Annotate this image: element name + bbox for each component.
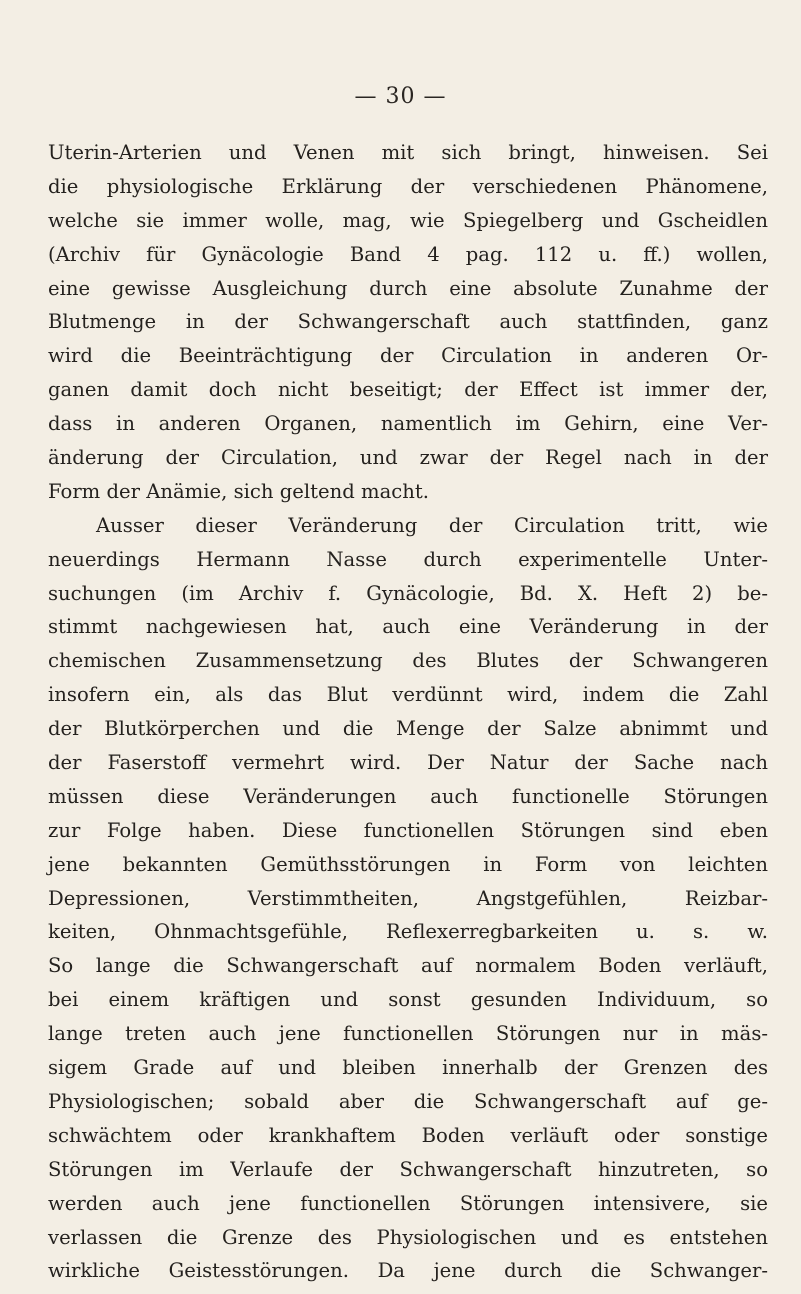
text-line: Blutmenge in der Schwangerschaft auch stattfinden, ganz bbox=[48, 310, 768, 334]
text-line: chemischen Zusammensetzung des Blutes der Schwangeren bbox=[48, 649, 768, 673]
text-line: keiten, Ohnmachtsgefühle, Reflexerregbarkeiten u. s. w. bbox=[48, 920, 768, 944]
text-line: müssen diese Veränderungen auch functionelle Störungen bbox=[48, 784, 768, 808]
text-line: insofern ein, als das Blut verdünnt wird, indem die Zahl bbox=[48, 683, 768, 707]
text-line: ganen damit doch nicht beseitigt; der Effect ist immer der, bbox=[48, 378, 768, 402]
text-line: bei einem kräftigen und sonst gesunden Individuum, so bbox=[48, 988, 768, 1012]
text-line: Depressionen, Verstimmtheiten, Angstgefühlen, Reizbar- bbox=[48, 886, 768, 910]
body-text bbox=[48, 136, 768, 1288]
text-line-paragraph-end: Form der Anämie, sich geltend macht. bbox=[48, 479, 429, 503]
text-line: Physiologischen; sobald aber die Schwangerschaft auf ge- bbox=[48, 1089, 768, 1113]
text-line: So lange die Schwangerschaft auf normalem Boden verläuft, bbox=[48, 954, 768, 978]
text-line: eine gewisse Ausgleichung durch eine absolute Zunahme der bbox=[48, 276, 768, 300]
text-line: wirkliche Geistesstörungen. Da jene durch die Schwanger- bbox=[48, 1259, 768, 1283]
text-line: schwächtem oder krankhaftem Boden verläuft oder sonstige bbox=[48, 1123, 768, 1147]
text-line: welche sie immer wolle, mag, wie Spiegelberg und Gscheidlen bbox=[48, 208, 768, 232]
text-line: zur Folge haben. Diese functionellen Störungen sind eben bbox=[48, 818, 768, 842]
text-line: suchungen (im Archiv f. Gynäcologie, Bd. X. Heft 2) be- bbox=[48, 581, 768, 605]
text-line: jene bekannten Gemüthsstörungen in Form von leichten bbox=[48, 852, 768, 876]
text-line: dass in anderen Organen, namentlich im Gehirn, eine Ver- bbox=[48, 412, 768, 436]
text-line: der Blutkörperchen und die Menge der Salze abnimmt und bbox=[48, 717, 768, 741]
text-line-paragraph-start: Ausser dieser Veränderung der Circulation tritt, wie bbox=[96, 513, 768, 537]
text-line: verlassen die Grenze des Physiologischen und es entstehen bbox=[48, 1225, 768, 1249]
text-line: (Archiv für Gynäcologie Band 4 pag. 112 u. ff.) wollen, bbox=[48, 242, 768, 266]
text-line: änderung der Circulation, und zwar der Regel nach in der bbox=[48, 446, 768, 470]
text-line: die physiologische Erklärung der verschiedenen Phänomene, bbox=[48, 174, 768, 198]
text-line: Uterin-Arterien und Venen mit sich bringt, hinweisen. Sei bbox=[48, 141, 768, 164]
text-line: Störungen im Verlaufe der Schwangerschaft hinzutreten, so bbox=[48, 1157, 768, 1181]
text-line: neuerdings Hermann Nasse durch experimentelle Unter- bbox=[48, 547, 768, 571]
text-line: werden auch jene functionellen Störungen intensivere, sie bbox=[48, 1191, 768, 1215]
text-line: wird die Beeinträchtigung der Circulation in anderen Or- bbox=[48, 344, 768, 368]
page-number: — 30 — bbox=[354, 84, 447, 109]
text-line: sigem Grade auf und bleiben innerhalb der Grenzen des bbox=[48, 1056, 768, 1080]
text-line: stimmt nachgewiesen hat, auch eine Veränderung in der bbox=[48, 615, 768, 639]
text-line: lange treten auch jene functionellen Störungen nur in mäs- bbox=[48, 1022, 768, 1046]
text-line: der Faserstoff vermehrt wird. Der Natur der Sache nach bbox=[48, 751, 768, 775]
